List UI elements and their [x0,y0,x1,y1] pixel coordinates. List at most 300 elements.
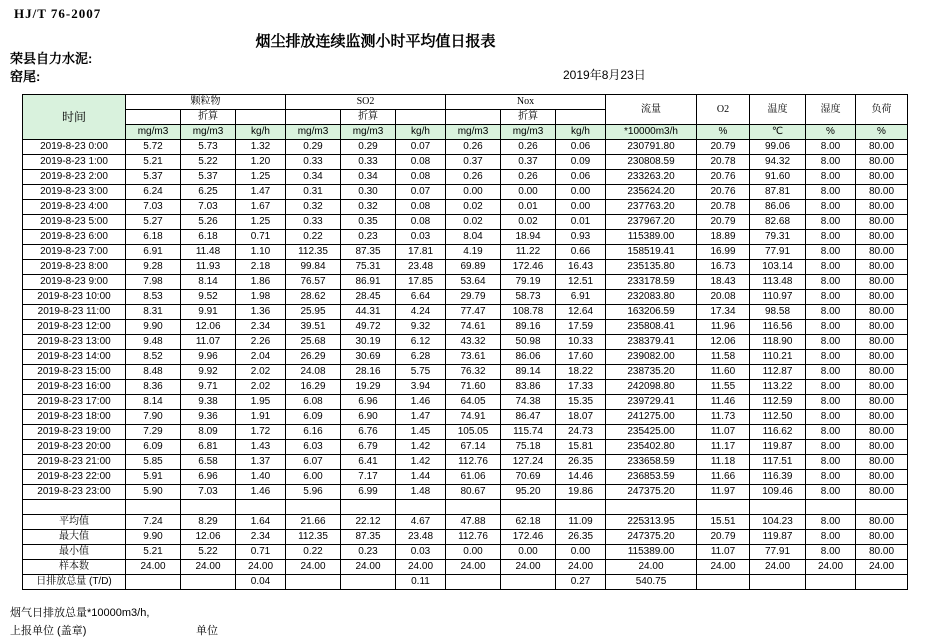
cell-stat-value-13: 80.00 [856,545,908,560]
cell-value-0: 6.18 [126,230,181,245]
cell-value-5: 3.94 [396,380,446,395]
table-row [23,320,908,335]
page-title [0,30,931,51]
table-stat-row [23,560,908,575]
cell-spacer-5 [341,500,396,515]
cell-value-2: 2.02 [236,380,286,395]
cell-value-0: 7.90 [126,410,181,425]
cell-value-8: 16.43 [556,260,606,275]
cell-value-2: 2.34 [236,320,286,335]
cell-value-7: 127.24 [501,455,556,470]
cell-value-3: 6.03 [286,440,341,455]
cell-value-7: 74.38 [501,395,556,410]
cell-time: 2019-8-23 9:00 [23,275,126,290]
header-sub-particulate-converted: 折算 [181,110,236,125]
cell-value-13: 80.00 [856,230,908,245]
cell-value-8: 17.59 [556,320,606,335]
cell-value-6: 77.47 [446,305,501,320]
cell-value-12: 8.00 [806,140,856,155]
cell-value-3: 99.84 [286,260,341,275]
cell-value-12: 8.00 [806,410,856,425]
cell-value-1: 9.38 [181,395,236,410]
header-sub-blank-1 [126,110,181,125]
table-body [23,140,908,590]
cell-value-8: 24.73 [556,425,606,440]
cell-value-9: 235808.41 [606,320,697,335]
cell-value-13: 80.00 [856,170,908,185]
cell-total-flow: 540.75 [606,575,697,590]
cell-value-8: 0.06 [556,140,606,155]
cell-value-4: 0.23 [341,230,396,245]
table-row [23,140,908,155]
cell-value-6: 0.37 [446,155,501,170]
cell-spacer-10 [606,500,697,515]
cell-value-6: 69.89 [446,260,501,275]
cell-value-5: 0.08 [396,155,446,170]
cell-value-10: 11.66 [697,470,750,485]
cell-value-3: 39.51 [286,320,341,335]
cell-value-7: 0.37 [501,155,556,170]
cell-value-3: 0.34 [286,170,341,185]
cell-value-7: 75.18 [501,440,556,455]
cell-value-13: 80.00 [856,305,908,320]
table-row [23,260,908,275]
cell-stat-value-5: 23.48 [396,530,446,545]
cell-value-5: 1.48 [396,485,446,500]
cell-value-10: 20.76 [697,170,750,185]
cell-time: 2019-8-23 19:00 [23,425,126,440]
cell-total-particulate: 0.04 [236,575,286,590]
unit-o2: % [697,125,750,140]
header-sub-blank-5 [446,110,501,125]
cell-value-1: 5.37 [181,170,236,185]
cell-value-11: 118.90 [750,335,806,350]
cell-value-11: 116.56 [750,320,806,335]
cell-value-10: 16.73 [697,260,750,275]
cell-value-2: 1.32 [236,140,286,155]
cell-value-10: 11.46 [697,395,750,410]
cell-value-9: 247375.20 [606,485,697,500]
cell-value-7: 115.74 [501,425,556,440]
cell-value-8: 0.06 [556,170,606,185]
cell-value-10: 16.99 [697,245,750,260]
cell-value-12: 8.00 [806,425,856,440]
cell-value-5: 4.24 [396,305,446,320]
cell-value-13: 80.00 [856,365,908,380]
cell-value-12: 8.00 [806,320,856,335]
cell-value-7: 0.02 [501,215,556,230]
header-temperature: 温度 [750,95,806,125]
cell-value-8: 0.01 [556,215,606,230]
cell-value-6: 80.67 [446,485,501,500]
cell-value-10: 20.78 [697,200,750,215]
table-row [23,395,908,410]
cell-time: 2019-8-23 6:00 [23,230,126,245]
cell-value-2: 1.20 [236,155,286,170]
cell-value-1: 11.93 [181,260,236,275]
header-group-particulate: 颗粒物 [126,95,286,110]
cell-value-7: 0.00 [501,185,556,200]
cell-value-9: 230791.80 [606,140,697,155]
cell-value-9: 233658.59 [606,455,697,470]
cell-value-2: 1.37 [236,455,286,470]
cell-spacer-3 [236,500,286,515]
table-row [23,365,908,380]
cell-value-12: 8.00 [806,335,856,350]
cell-value-0: 6.91 [126,245,181,260]
kiln-label: 窑尾: [10,69,41,84]
cell-value-4: 30.19 [341,335,396,350]
cell-value-3: 25.95 [286,305,341,320]
cell-value-3: 6.08 [286,395,341,410]
cell-value-12: 8.00 [806,395,856,410]
cell-stat-value-12: 8.00 [806,545,856,560]
table-header-group-row [23,95,908,110]
cell-value-10: 11.58 [697,350,750,365]
cell-value-2: 0.71 [236,230,286,245]
cell-value-4: 86.91 [341,275,396,290]
cell-value-3: 5.96 [286,485,341,500]
cell-value-0: 9.90 [126,320,181,335]
cell-value-12: 8.00 [806,185,856,200]
cell-value-12: 8.00 [806,365,856,380]
cell-value-11: 87.81 [750,185,806,200]
cell-value-7: 86.06 [501,350,556,365]
cell-value-7: 89.16 [501,320,556,335]
cell-value-4: 6.90 [341,410,396,425]
cell-value-1: 7.03 [181,200,236,215]
cell-value-8: 18.22 [556,365,606,380]
cell-value-11: 113.48 [750,275,806,290]
cell-stat-value-13: 80.00 [856,515,908,530]
cell-total-blank-1 [126,575,181,590]
cell-value-4: 6.41 [341,455,396,470]
cell-value-4: 75.31 [341,260,396,275]
cell-value-3: 25.68 [286,335,341,350]
cell-value-5: 17.81 [396,245,446,260]
cell-value-9: 239729.41 [606,395,697,410]
cell-value-2: 2.26 [236,335,286,350]
cell-value-9: 237763.20 [606,200,697,215]
cell-value-11: 110.97 [750,290,806,305]
cell-time: 2019-8-23 21:00 [23,455,126,470]
cell-value-7: 50.98 [501,335,556,350]
cell-value-0: 7.98 [126,275,181,290]
cell-value-11: 91.60 [750,170,806,185]
cell-time: 2019-8-23 14:00 [23,350,126,365]
cell-value-13: 80.00 [856,410,908,425]
cell-value-0: 6.09 [126,440,181,455]
footnote-unit-label: 单位 [196,625,218,637]
cell-value-8: 14.46 [556,470,606,485]
cell-stat-value-2: 1.64 [236,515,286,530]
cell-stat-value-13: 80.00 [856,530,908,545]
cell-value-0: 9.48 [126,335,181,350]
cell-value-12: 8.00 [806,305,856,320]
cell-value-10: 11.18 [697,455,750,470]
cell-stat-value-4: 22.12 [341,515,396,530]
cell-value-5: 1.42 [396,455,446,470]
cell-value-9: 235425.00 [606,425,697,440]
cell-value-6: 67.14 [446,440,501,455]
cell-value-13: 80.00 [856,200,908,215]
cell-value-2: 1.25 [236,215,286,230]
cell-value-11: 94.32 [750,155,806,170]
cell-value-0: 7.29 [126,425,181,440]
table-spacer-row [23,500,908,515]
cell-stat-value-3: 0.22 [286,545,341,560]
cell-stat-value-10: 20.79 [697,530,750,545]
cell-value-11: 117.51 [750,455,806,470]
cell-total-blank-3 [286,575,341,590]
cell-stat-value-10: 11.07 [697,545,750,560]
table-row [23,200,908,215]
cell-stat-value-2: 0.71 [236,545,286,560]
cell-value-2: 1.10 [236,245,286,260]
cell-value-2: 1.36 [236,305,286,320]
cell-value-4: 28.16 [341,365,396,380]
cell-value-4: 6.99 [341,485,396,500]
cell-value-0: 5.72 [126,140,181,155]
cell-spacer-13 [806,500,856,515]
cell-value-9: 235402.80 [606,440,697,455]
cell-value-4: 28.45 [341,290,396,305]
cell-value-13: 80.00 [856,245,908,260]
cell-value-7: 11.22 [501,245,556,260]
cell-value-9: 242098.80 [606,380,697,395]
cell-spacer-11 [697,500,750,515]
unit-so2-conc: mg/m3 [286,125,341,140]
cell-value-8: 17.60 [556,350,606,365]
cell-value-13: 80.00 [856,155,908,170]
cell-value-5: 0.08 [396,170,446,185]
cell-value-1: 8.14 [181,275,236,290]
cell-value-11: 109.46 [750,485,806,500]
cell-value-2: 1.43 [236,440,286,455]
cell-stat-value-11: 119.87 [750,530,806,545]
cell-stat-value-9: 225313.95 [606,515,697,530]
cell-total-blank-8 [750,575,806,590]
cell-value-2: 2.02 [236,365,286,380]
cell-time: 2019-8-23 17:00 [23,395,126,410]
cell-value-8: 6.91 [556,290,606,305]
table-row [23,275,908,290]
unit-nox-converted: mg/m3 [501,125,556,140]
cell-stat-value-8: 24.00 [556,560,606,575]
unit-temperature: ℃ [750,125,806,140]
cell-value-9: 233178.59 [606,275,697,290]
cell-value-10: 11.97 [697,485,750,500]
cell-value-6: 71.60 [446,380,501,395]
cell-value-9: 241275.00 [606,410,697,425]
cell-value-6: 0.26 [446,140,501,155]
cell-stat-value-0: 7.24 [126,515,181,530]
cell-total-blank-7 [697,575,750,590]
cell-value-1: 5.22 [181,155,236,170]
cell-stat-value-4: 0.23 [341,545,396,560]
table-row [23,215,908,230]
cell-value-8: 0.66 [556,245,606,260]
cell-value-6: 73.61 [446,350,501,365]
cell-stat-value-6: 47.88 [446,515,501,530]
header-time: 时间 [23,95,126,140]
cell-value-7: 79.19 [501,275,556,290]
cell-value-3: 6.07 [286,455,341,470]
cell-value-13: 80.00 [856,335,908,350]
cell-value-7: 0.26 [501,170,556,185]
cell-value-9: 163206.59 [606,305,697,320]
cell-stat-value-10: 15.51 [697,515,750,530]
cell-value-12: 8.00 [806,440,856,455]
cell-value-0: 8.14 [126,395,181,410]
cell-stat-value-3: 21.66 [286,515,341,530]
unit-particulate-rate: kg/h [236,125,286,140]
cell-value-3: 76.57 [286,275,341,290]
cell-value-6: 0.02 [446,215,501,230]
cell-value-5: 6.12 [396,335,446,350]
table-stat-row [23,515,908,530]
cell-value-10: 20.78 [697,155,750,170]
cell-time: 2019-8-23 20:00 [23,440,126,455]
cell-total-blank-9 [806,575,856,590]
table-row [23,455,908,470]
unit-particulate-converted: mg/m3 [181,125,236,140]
cell-value-13: 80.00 [856,395,908,410]
cell-value-1: 6.81 [181,440,236,455]
cell-value-11: 116.39 [750,470,806,485]
cell-stat-value-11: 24.00 [750,560,806,575]
cell-total-blank-5 [446,575,501,590]
cell-value-12: 8.00 [806,350,856,365]
cell-value-11: 82.68 [750,215,806,230]
header-humidity: 湿度 [806,95,856,125]
cell-value-5: 1.47 [396,410,446,425]
cell-value-10: 11.60 [697,365,750,380]
cell-time: 2019-8-23 22:00 [23,470,126,485]
cell-value-5: 1.42 [396,440,446,455]
cell-stat-value-9: 24.00 [606,560,697,575]
cell-total-blank-6 [501,575,556,590]
cell-value-13: 80.00 [856,320,908,335]
cell-stat-value-5: 0.03 [396,545,446,560]
cell-value-5: 23.48 [396,260,446,275]
cell-time: 2019-8-23 4:00 [23,200,126,215]
cell-stat-value-7: 0.00 [501,545,556,560]
cell-stat-value-5: 24.00 [396,560,446,575]
cell-value-2: 1.91 [236,410,286,425]
table-row [23,485,908,500]
cell-value-6: 29.79 [446,290,501,305]
cell-value-10: 18.43 [697,275,750,290]
cell-stat-label: 最大值 [23,530,126,545]
cell-value-10: 11.55 [697,380,750,395]
cell-value-13: 80.00 [856,350,908,365]
cell-value-6: 76.32 [446,365,501,380]
cell-total-so2: 0.11 [396,575,446,590]
cell-value-6: 0.26 [446,170,501,185]
cell-value-5: 6.64 [396,290,446,305]
cell-value-7: 172.46 [501,260,556,275]
cell-value-1: 6.58 [181,455,236,470]
cell-value-10: 17.34 [697,305,750,320]
cell-value-7: 95.20 [501,485,556,500]
cell-spacer-2 [181,500,236,515]
cell-stat-value-12: 8.00 [806,515,856,530]
footnote-total-note: 烟气日排放总量*10000m3/h, [10,607,150,619]
header-sub-blank-2 [236,110,286,125]
cell-value-4: 0.34 [341,170,396,185]
cell-value-4: 0.30 [341,185,396,200]
table-header-unit-row [23,125,908,140]
cell-value-9: 158519.41 [606,245,697,260]
cell-value-8: 17.33 [556,380,606,395]
cell-stat-value-3: 24.00 [286,560,341,575]
cell-value-11: 103.14 [750,260,806,275]
table-row [23,335,908,350]
cell-value-3: 6.00 [286,470,341,485]
cell-value-11: 79.31 [750,230,806,245]
cell-value-4: 0.33 [341,155,396,170]
cell-value-2: 1.40 [236,470,286,485]
cell-value-5: 6.28 [396,350,446,365]
cell-value-2: 1.67 [236,200,286,215]
header-group-so2: SO2 [286,95,446,110]
cell-value-12: 8.00 [806,155,856,170]
cell-value-3: 0.29 [286,140,341,155]
cell-value-11: 86.06 [750,200,806,215]
cell-value-0: 5.91 [126,470,181,485]
cell-value-7: 108.78 [501,305,556,320]
cell-value-1: 9.36 [181,410,236,425]
standard-code: HJ/T 76-2007 [14,6,102,21]
cell-time: 2019-8-23 3:00 [23,185,126,200]
cell-stat-value-7: 172.46 [501,530,556,545]
cell-value-12: 8.00 [806,245,856,260]
cell-value-1: 8.09 [181,425,236,440]
cell-spacer-4 [286,500,341,515]
table-row [23,245,908,260]
header-o2: O2 [697,95,750,125]
table-row [23,425,908,440]
cell-value-4: 0.32 [341,200,396,215]
cell-value-5: 0.03 [396,230,446,245]
cell-stat-value-8: 11.09 [556,515,606,530]
cell-value-9: 230808.59 [606,155,697,170]
cell-value-3: 6.09 [286,410,341,425]
cell-value-2: 1.47 [236,185,286,200]
cell-stat-value-6: 24.00 [446,560,501,575]
cell-value-5: 17.85 [396,275,446,290]
cell-spacer-1 [126,500,181,515]
cell-value-9: 115389.00 [606,230,697,245]
cell-stat-value-2: 2.34 [236,530,286,545]
cell-value-0: 6.24 [126,185,181,200]
cell-value-11: 119.87 [750,440,806,455]
cell-value-10: 20.79 [697,215,750,230]
table-total-row [23,575,908,590]
cell-value-11: 116.62 [750,425,806,440]
cell-value-13: 80.00 [856,140,908,155]
header-sub-blank-3 [286,110,341,125]
cell-value-0: 8.31 [126,305,181,320]
cell-value-13: 80.00 [856,185,908,200]
unit-flow: *10000m3/h [606,125,697,140]
cell-value-1: 9.91 [181,305,236,320]
table-row [23,410,908,425]
table-row [23,380,908,395]
cell-value-6: 0.02 [446,200,501,215]
cell-value-9: 239082.00 [606,350,697,365]
